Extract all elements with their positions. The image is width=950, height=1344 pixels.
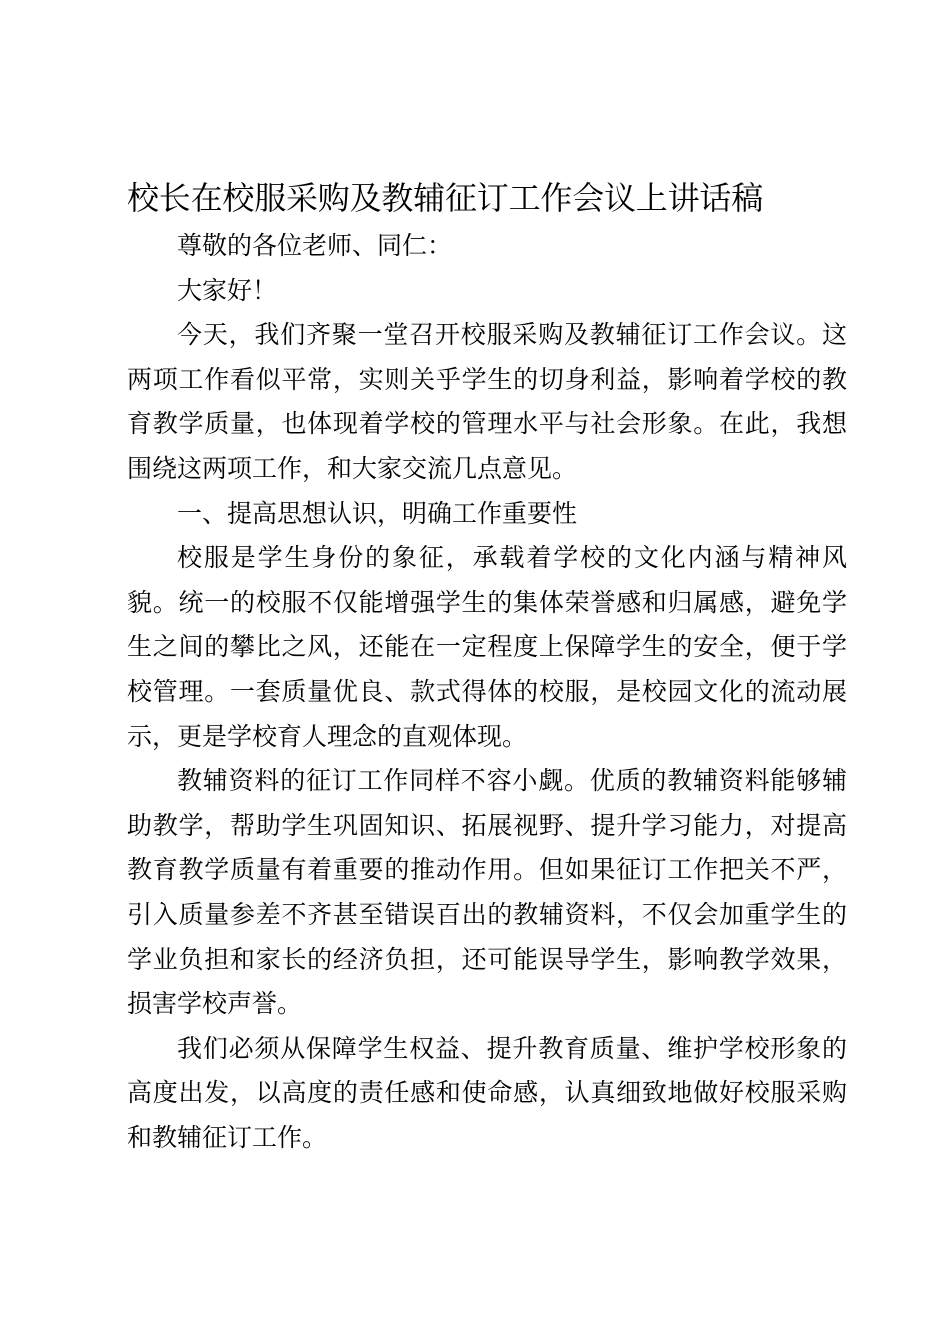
conclusion-paragraph: 我们必须从保障学生权益、提升教育质量、维护学校形象的高度出发，以高度的责任感和使命感，认真细致地做好校服采购和教辅征订工作。 [127,1033,847,1152]
intro-paragraph: 今天，我们齐聚一堂召开校服采购及教辅征订工作会议。这两项工作看似平常，实则关乎学生的切身利益，影响着学校的教育教学质量，也体现着学校的管理水平与社会形象。在此，我想围绕这两项工作，和大家交流几点意见。 [127,320,847,483]
greeting-line: 尊敬的各位老师、同仁： [177,231,453,260]
hello-line: 大家好！ [177,275,278,305]
uniform-paragraph: 校服是学生身份的象征，承载着学校的文化内涵与精神风貌。统一的校服不仅能增强学生的集体荣誉感和归属感，避免学生之间的攀比之风，还能在一定程度上保障学生的安全，便于学校管理。一套质量优良、款式得体的校服，是校园文化的流动展示，更是学校育人理念的直观体现。 [127,543,847,751]
materials-paragraph: 教辅资料的征订工作同样不容小觑。优质的教辅资料能够辅助教学，帮助学生巩固知识、拓展视野、提升学习能力，对提高教育教学质量有着重要的推动作用。但如果征订工作把关不严，引入质量参差不齐甚至错误百出的教辅资料，不仅会加重学生的学业负担和家长的经济负担，还可能误导学生，影响教学效果，损害学校声誉。 [127,766,847,1019]
section-heading-1: 一、提高思想认识，明确工作重要性 [177,498,578,528]
document-title: 校长在校服采购及教辅征订工作会议上讲话稿 [127,179,764,217]
document-page [127,178,847,1160]
